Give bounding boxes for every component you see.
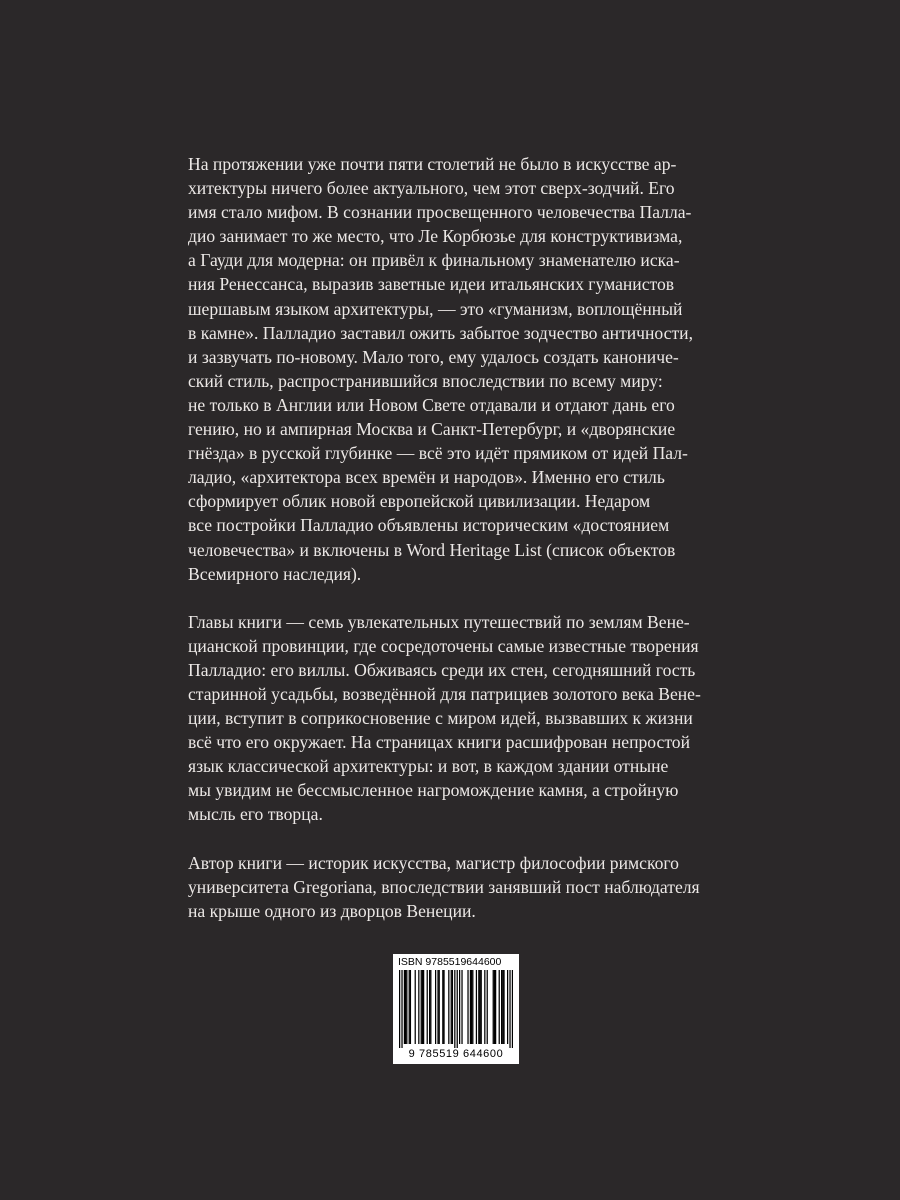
- barcode-bar: [404, 970, 405, 1044]
- barcode-bar: [484, 970, 485, 1044]
- barcode-bar: [429, 970, 430, 1044]
- barcode-bar: [410, 970, 411, 1044]
- barcode-bar: [406, 970, 407, 1044]
- barcode-bar: [493, 970, 494, 1044]
- barcode-bar: [443, 970, 444, 1044]
- barcode-bar: [494, 970, 495, 1044]
- barcode-bar: [479, 970, 480, 1044]
- barcode-bars: [399, 970, 513, 1048]
- barcode-bar: [430, 970, 431, 1044]
- barcode-bar: [472, 970, 473, 1044]
- barcode-bar: [452, 970, 453, 1044]
- barcode-bar: [461, 970, 462, 1044]
- barcode-bar: [409, 970, 410, 1044]
- barcode-bar: [499, 970, 500, 1044]
- barcode-bar: [435, 970, 436, 1044]
- barcode-bar: [418, 970, 419, 1044]
- barcode-bar: [470, 970, 471, 1044]
- barcode-bar: [495, 970, 496, 1044]
- barcode-bar: [457, 970, 458, 1048]
- barcode-bar: [467, 970, 468, 1044]
- barcode-bar: [442, 970, 443, 1044]
- paragraph-book-chapters: Главы книги — семь увлекательных путешествий по землям Вене- цианской провинции, где сосредоточены самые известные творения Палладио: его виллы. Обживаясь среди их стен, сегодняшний гость старинной усадьбы, возведённой для патрициев золотого века Вене- ции, вступит в соприкосновение с миром идей, вызвавших к жизни всё что его окружает. На страницах книги расшифрован непростой язык классической архитектуры: и вот, в каждом здании отныне мы увидим не бессмысленное нагромождение камня, а стройную мысль его творца.: [188, 611, 701, 825]
- barcode-bar: [478, 970, 479, 1044]
- barcode-bar: [439, 970, 440, 1044]
- barcode-bar: [448, 970, 449, 1044]
- barcode-bar: [487, 970, 488, 1044]
- barcode-bar: [422, 970, 423, 1044]
- paragraph-about-palladio: На протяжении уже почти пяти столетий не было в искусстве ар- хитектуры ничего более актуального, чем этот сверх-зодчий. Его имя стало мифом. В сознании просвещенного человечества Палла- дио занимает то же место, что Ле Корбюзье для конструктивизма, а Гауди для модерна: он привёл к финальному знаменателю иска- ния Ренессанса, выразив заветные идеи итальянских гуманистов шершавым языком архитектуры, — это «гуманизм, воплощённый в камне». Палладио заставил ожить забытое зодчество античности, и зазвучать по-новому. Мало того, ему удалось создать канониче- ский стиль, распространившийся впоследствии по всему миру: не только в Англии или Новом Свете отдавали и отдают дань его гению, но и ампирная Москва и Санкт-Петербург, и «дворянские гнёзда» в русской глубинке — всё это идёт прямиком от идей Пал- ладио, «архитектора всех времён и народов». Именно его стиль сформирует облик новой европейской цивилизации. Недаром все постройки Палладио объявлены историческим «достоянием человечества» и включены в Word Heritage List (список объектов Всемирного наследия).: [188, 154, 693, 584]
- back-cover-text: [188, 152, 724, 923]
- barcode-bar: [405, 970, 406, 1044]
- barcode-bar: [459, 970, 460, 1044]
- barcode-bar: [399, 970, 400, 1048]
- barcode-bar: [401, 970, 402, 1048]
- barcode-bar: [437, 970, 438, 1044]
- barcode-bar: [481, 970, 482, 1044]
- barcode-bar: [423, 970, 424, 1044]
- barcode-bar: [502, 970, 503, 1044]
- barcode-bar: [512, 970, 513, 1048]
- isbn-barcode: [393, 954, 519, 1064]
- barcode-bar: [471, 970, 472, 1044]
- barcode-bar: [501, 970, 502, 1044]
- barcode-bar: [507, 970, 508, 1044]
- barcode-bar: [415, 970, 416, 1044]
- barcode-bar: [509, 970, 510, 1048]
- barcode-bar: [421, 970, 422, 1044]
- isbn-label: ISBN 9785519644600: [398, 956, 502, 968]
- barcode-bar: [451, 970, 452, 1044]
- paragraph-about-author: Автор книги — историк искусства, магистр философии римского университета Gregoriana, впоследствии занявший пост наблюдателя на крыше одного из дворцов Венеции.: [188, 852, 700, 921]
- barcode-digits: 9 785519 644600: [408, 1048, 504, 1060]
- barcode-bar: [454, 970, 455, 1048]
- barcode-bar: [503, 970, 504, 1044]
- barcode-bar: [476, 970, 477, 1044]
- barcode-bar: [427, 970, 428, 1044]
